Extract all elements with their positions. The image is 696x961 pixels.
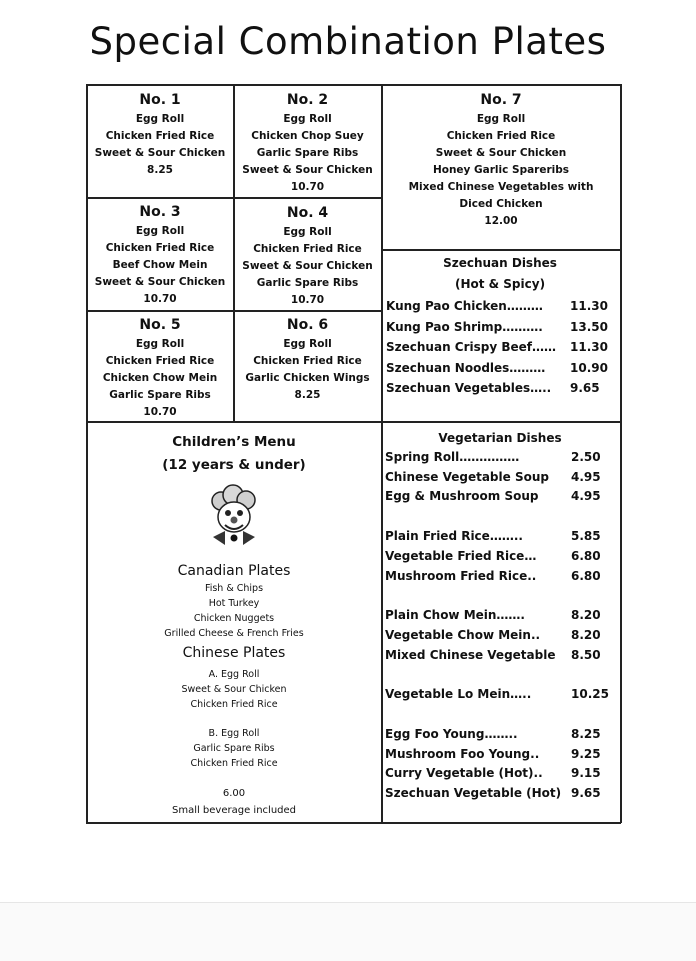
combo-item: Sweet & Sour Chicken <box>435 147 567 159</box>
childrens-menu <box>88 431 380 818</box>
spacer <box>385 705 615 725</box>
combo-item: Chicken Fried Rice <box>105 130 215 142</box>
combo-plate-7 <box>383 90 619 230</box>
dish-price: 4.95 <box>571 469 601 484</box>
dish-price: 9.65 <box>571 786 601 801</box>
combo-item: Chicken Fried Rice <box>105 355 215 367</box>
menu-item <box>386 378 614 399</box>
combo-number: No. 5 <box>139 317 181 333</box>
dish-price: 6.80 <box>571 568 601 583</box>
menu-item <box>385 547 615 567</box>
dish-name: Szechuan Noodles……… <box>386 360 546 375</box>
menu-item <box>386 358 614 379</box>
combo-item: Garlic Spare Ribs <box>256 277 359 289</box>
combo-item: Egg Roll <box>283 338 332 350</box>
combo-price: 8.25 <box>147 164 173 176</box>
combo-price: 10.70 <box>143 406 177 418</box>
combo-number: No. 2 <box>286 92 329 108</box>
szechuan-title: Szechuan Dishes <box>443 256 557 270</box>
spacer <box>385 507 615 527</box>
dish-name: Szechuan Vegetable (Hot) <box>385 786 562 801</box>
combo-item: Chicken Chow Mein <box>102 372 218 384</box>
dish-name: Mushroom Foo Young.. <box>385 746 540 761</box>
menu-item <box>385 764 615 784</box>
grid-line <box>86 822 621 824</box>
dish-name: Szechuan Crispy Beef…… <box>386 340 556 354</box>
menu-item <box>386 337 614 358</box>
grid-line <box>620 84 622 823</box>
dish-price: 13.50 <box>570 319 608 334</box>
dish-name: Plain Fried Rice…….. <box>385 529 523 544</box>
menu-item <box>385 487 615 507</box>
dish-name: Egg & Mushroom Soup <box>385 489 539 504</box>
szechuan-section <box>386 253 614 399</box>
dish-name: Kung Pao Chicken……… <box>386 299 543 313</box>
canadian-item: Fish & Chips <box>204 583 264 594</box>
combo-item: Egg Roll <box>476 113 526 125</box>
menu-item <box>385 567 615 587</box>
vegetarian-title: Vegetarian Dishes <box>438 431 562 445</box>
dish-name: Egg Foo Young…….. <box>385 727 518 742</box>
menu-item <box>385 646 615 666</box>
grid-line <box>86 84 621 86</box>
combo-item: Beef Chow Mein <box>112 259 208 271</box>
combo-item: Garlic Spare Ribs <box>109 389 211 401</box>
canadian-item: Chicken Nuggets <box>193 613 275 624</box>
combo-item: Sweet & Sour Chicken <box>242 260 373 272</box>
dish-name: Mixed Chinese Vegetable <box>385 647 556 662</box>
dish-price: 11.30 <box>570 340 608 354</box>
combo-number: No. 1 <box>139 92 181 108</box>
childrens-price: 6.00 <box>222 788 246 799</box>
combo-item: Sweet & Sour Chicken <box>94 147 226 159</box>
menu-item <box>385 784 615 804</box>
dish-name: Vegetable Fried Rice… <box>385 548 537 563</box>
option-a-item: Chicken Fried Rice <box>190 699 278 710</box>
dish-price: 11.30 <box>570 299 608 313</box>
dish-price: 8.20 <box>571 627 601 642</box>
combo-plate-4 <box>235 203 380 309</box>
clown-icon <box>199 483 269 551</box>
combo-item: Garlic Spare Ribs <box>256 147 359 159</box>
menu-item <box>385 468 615 488</box>
combo-item: Diced Chicken <box>459 198 543 210</box>
combo-item: Honey Garlic Spareribs <box>432 164 570 176</box>
combo-item: Egg Roll <box>135 338 185 350</box>
combo-plate-5 <box>88 315 232 421</box>
menu-item <box>385 745 615 765</box>
option-b-item: B. Egg Roll <box>208 728 260 739</box>
combo-plate-2 <box>235 90 380 196</box>
combo-plate-1 <box>88 90 232 179</box>
dish-price: 5.85 <box>571 529 601 544</box>
combo-item: Sweet & Sour Chicken <box>242 164 373 176</box>
szechuan-subtitle: (Hot & Spicy) <box>454 277 546 291</box>
combo-plate-6 <box>235 315 380 404</box>
combo-item: Sweet & Sour Chicken <box>94 276 226 288</box>
combo-item: Egg Roll <box>283 113 332 125</box>
dish-price: 9.25 <box>571 746 601 761</box>
dish-name: Vegetable Chow Mein.. <box>385 627 541 642</box>
menu-item <box>385 626 615 646</box>
dish-name: Szechuan Vegetables….. <box>386 381 552 395</box>
combo-item: Chicken Fried Rice <box>253 355 362 367</box>
page-title: Special Combination Plates <box>89 20 607 63</box>
menu-item <box>386 317 614 338</box>
combo-number: No. 6 <box>286 317 329 333</box>
menu-item <box>385 527 615 547</box>
combo-item: Chicken Chop Suey <box>251 130 364 142</box>
combo-price: 10.70 <box>143 293 177 305</box>
menu-item <box>386 296 614 317</box>
dish-price: 9.65 <box>570 381 600 395</box>
menu-item <box>385 606 615 626</box>
combo-item: Chicken Fried Rice <box>446 130 556 142</box>
canadian-plates-heading: Canadian Plates <box>177 563 291 579</box>
dish-price: 10.25 <box>571 687 609 702</box>
combo-number: No. 4 <box>286 205 329 221</box>
option-b-item: Chicken Fried Rice <box>190 758 278 769</box>
combo-number: No. 7 <box>480 92 522 108</box>
combo-number: No. 3 <box>139 204 181 220</box>
dish-name: Kung Pao Shrimp………. <box>386 319 543 334</box>
childrens-note: Small beverage included <box>171 805 297 816</box>
combo-price: 8.25 <box>294 389 321 401</box>
option-a-item: Sweet & Sour Chicken <box>181 684 287 695</box>
dish-name: Plain Chow Mein……. <box>385 608 525 623</box>
dish-price: 8.25 <box>571 727 601 742</box>
dish-price: 10.90 <box>570 360 608 375</box>
chinese-plates-heading: Chinese Plates <box>182 645 286 661</box>
scan-bottom-edge <box>0 902 696 961</box>
grid-line <box>382 249 621 251</box>
dish-name: Curry Vegetable (Hot).. <box>385 766 543 781</box>
menu-item <box>385 685 615 705</box>
childrens-menu-subtitle: (12 years & under) <box>162 457 306 473</box>
dish-price: 4.95 <box>571 489 601 504</box>
dish-name: Chinese Vegetable Soup <box>385 469 549 484</box>
menu-item <box>385 448 615 468</box>
combo-item: Garlic Chicken Wings <box>245 372 370 384</box>
menu-item <box>385 725 615 745</box>
combo-item: Egg Roll <box>135 113 185 125</box>
childrens-menu-title: Children’s Menu <box>172 434 296 450</box>
grid-line <box>86 421 621 423</box>
option-b-item: Garlic Spare Ribs <box>193 743 275 754</box>
dish-name: Mushroom Fried Rice.. <box>385 568 537 583</box>
spacer <box>385 665 615 685</box>
dish-name: Spring Roll…………… <box>385 450 520 464</box>
dish-price: 8.50 <box>571 647 601 662</box>
dish-price: 2.50 <box>571 450 601 464</box>
clown-mascot-image <box>88 483 380 553</box>
combo-price: 12.00 <box>484 215 518 227</box>
canadian-item: Hot Turkey <box>208 598 260 609</box>
canadian-item: Grilled Cheese & French Fries <box>164 628 304 639</box>
combo-item: Chicken Fried Rice <box>253 243 362 255</box>
combo-item: Egg Roll <box>283 226 332 238</box>
dish-price: 9.15 <box>571 766 601 781</box>
combo-price: 10.70 <box>290 181 325 193</box>
dish-price: 6.80 <box>571 548 601 563</box>
combo-item: Chicken Fried Rice <box>105 242 215 254</box>
combo-item: Egg Roll <box>135 225 185 237</box>
dish-name: Vegetable Lo Mein….. <box>385 687 532 702</box>
spacer <box>385 586 615 606</box>
dish-price: 8.20 <box>571 608 601 623</box>
vegetarian-section <box>385 428 615 804</box>
combo-price: 10.70 <box>290 294 325 306</box>
combo-plate-3 <box>88 202 232 308</box>
option-a-item: A. Egg Roll <box>208 669 260 680</box>
combo-item: Mixed Chinese Vegetables with <box>408 181 594 193</box>
